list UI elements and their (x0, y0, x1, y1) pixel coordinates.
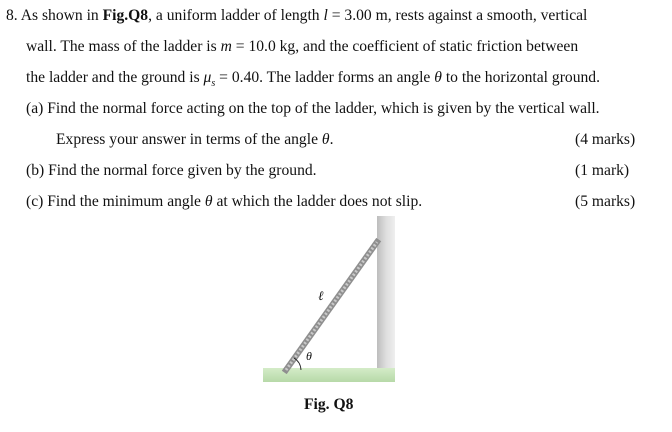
length-value: = 3.00 m, rests against a smooth, vertical (327, 7, 588, 24)
length-variable: l (323, 7, 328, 24)
part-b-line: (b) Find the normal force given by the ground. (26, 162, 317, 179)
part-c-marks: (5 marks) (575, 193, 636, 210)
theta-variable: θ (434, 69, 442, 86)
part-a-text2-post: . (329, 131, 334, 148)
line3-pre: the ladder and the ground is (26, 69, 204, 86)
part-a-marks: (4 marks) (575, 131, 636, 148)
problem-number: 8. (6, 7, 18, 24)
ladder (286, 242, 377, 370)
line3-post: to the horizontal ground. (441, 69, 600, 86)
part-b-marks: (1 mark) (575, 162, 630, 179)
line1-pre: As shown in (20, 7, 103, 24)
line1-mid: , a uniform ladder of length (148, 7, 324, 24)
line2-pre: wall. The mass of the ladder is (26, 38, 221, 55)
fig-reference: Fig.Q8 (102, 7, 149, 24)
mass-variable: m (220, 38, 232, 55)
mass-value: = 10.0 kg, and the coefficient of static friction between (231, 38, 579, 55)
mu-variable: μ (203, 69, 212, 86)
part-c-text-post: at which the ladder does not slip. (212, 193, 423, 210)
part-c-text-pre: (c) Find the minimum angle (26, 193, 205, 210)
mu-value: = 0.40. The ladder forms an angle (215, 69, 435, 86)
part-a-theta: θ (321, 131, 330, 148)
part-a-line-1: (a) Find the normal force acting on the top of the ladder, which is given by the vertical wall. (26, 100, 600, 117)
mu-subscript: s (211, 78, 216, 90)
length-label: ℓ (318, 288, 324, 303)
part-a-text2-pre: Express your answer in terms of the angle (56, 131, 322, 148)
part-c-theta: θ (204, 193, 213, 210)
figure-caption: Fig. Q8 (304, 396, 354, 413)
angle-label: θ (306, 349, 312, 363)
